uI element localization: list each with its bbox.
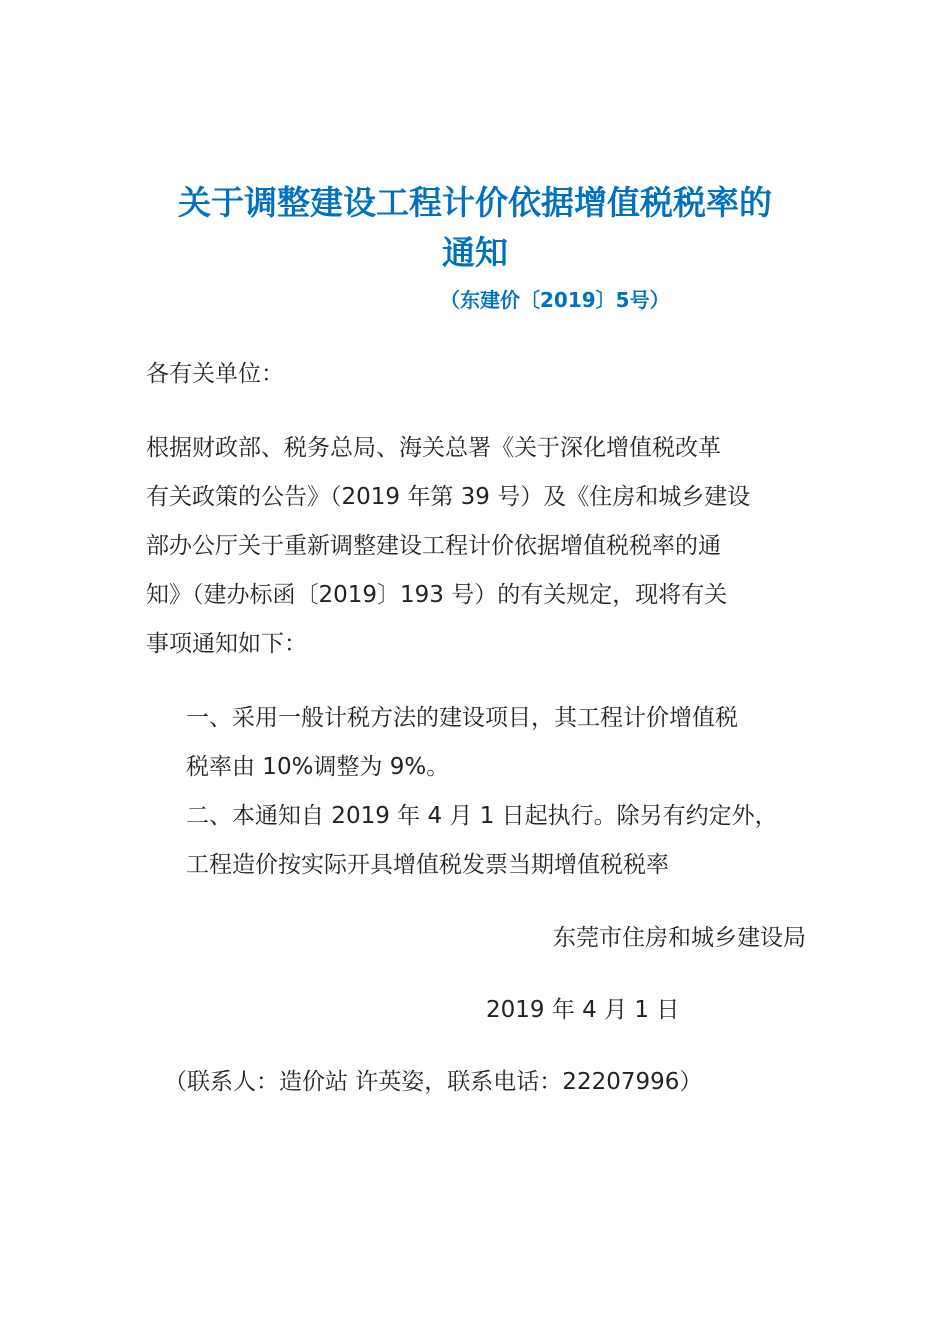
salutation: 各有关单位： [146, 361, 284, 387]
item-two-line: 二、本通知自 2019 年 4 月 1 日起执行。除另有约定外， [186, 803, 778, 829]
item-one-line: 税率由 10%调整为 9%。 [186, 754, 450, 780]
intro-line: 根据财政部、税务总局、海关总署《关于深化增值税改革 [146, 435, 721, 461]
intro-line: 有关政策的公告》（2019 年第 39 号）及《住房和城乡建设 [146, 484, 751, 510]
document-title-line-2: 通知 [442, 233, 508, 272]
contact-info: （联系人：造价站 许英姿，联系电话：22207996） [164, 1069, 703, 1095]
intro-line: 部办公厅关于重新调整建设工程计价依据增值税税率的通 [146, 533, 721, 559]
issue-date: 2019 年 4 月 1 日 [486, 997, 680, 1023]
document-title-line-1: 关于调整建设工程计价依据增值税税率的 [178, 183, 772, 222]
document-number: （东建价〔2019〕5号） [440, 288, 670, 312]
item-two-line: 工程造价按实际开具增值税发票当期增值税税率 [186, 852, 669, 878]
intro-line: 知》（建办标函〔2019〕193 号）的有关规定，现将有关 [146, 582, 728, 608]
issuer-name: 东莞市住房和城乡建设局 [553, 925, 806, 951]
intro-line: 事项通知如下： [146, 631, 307, 657]
item-one-line: 一、采用一般计税方法的建设项目，其工程计价增值税 [186, 705, 738, 731]
